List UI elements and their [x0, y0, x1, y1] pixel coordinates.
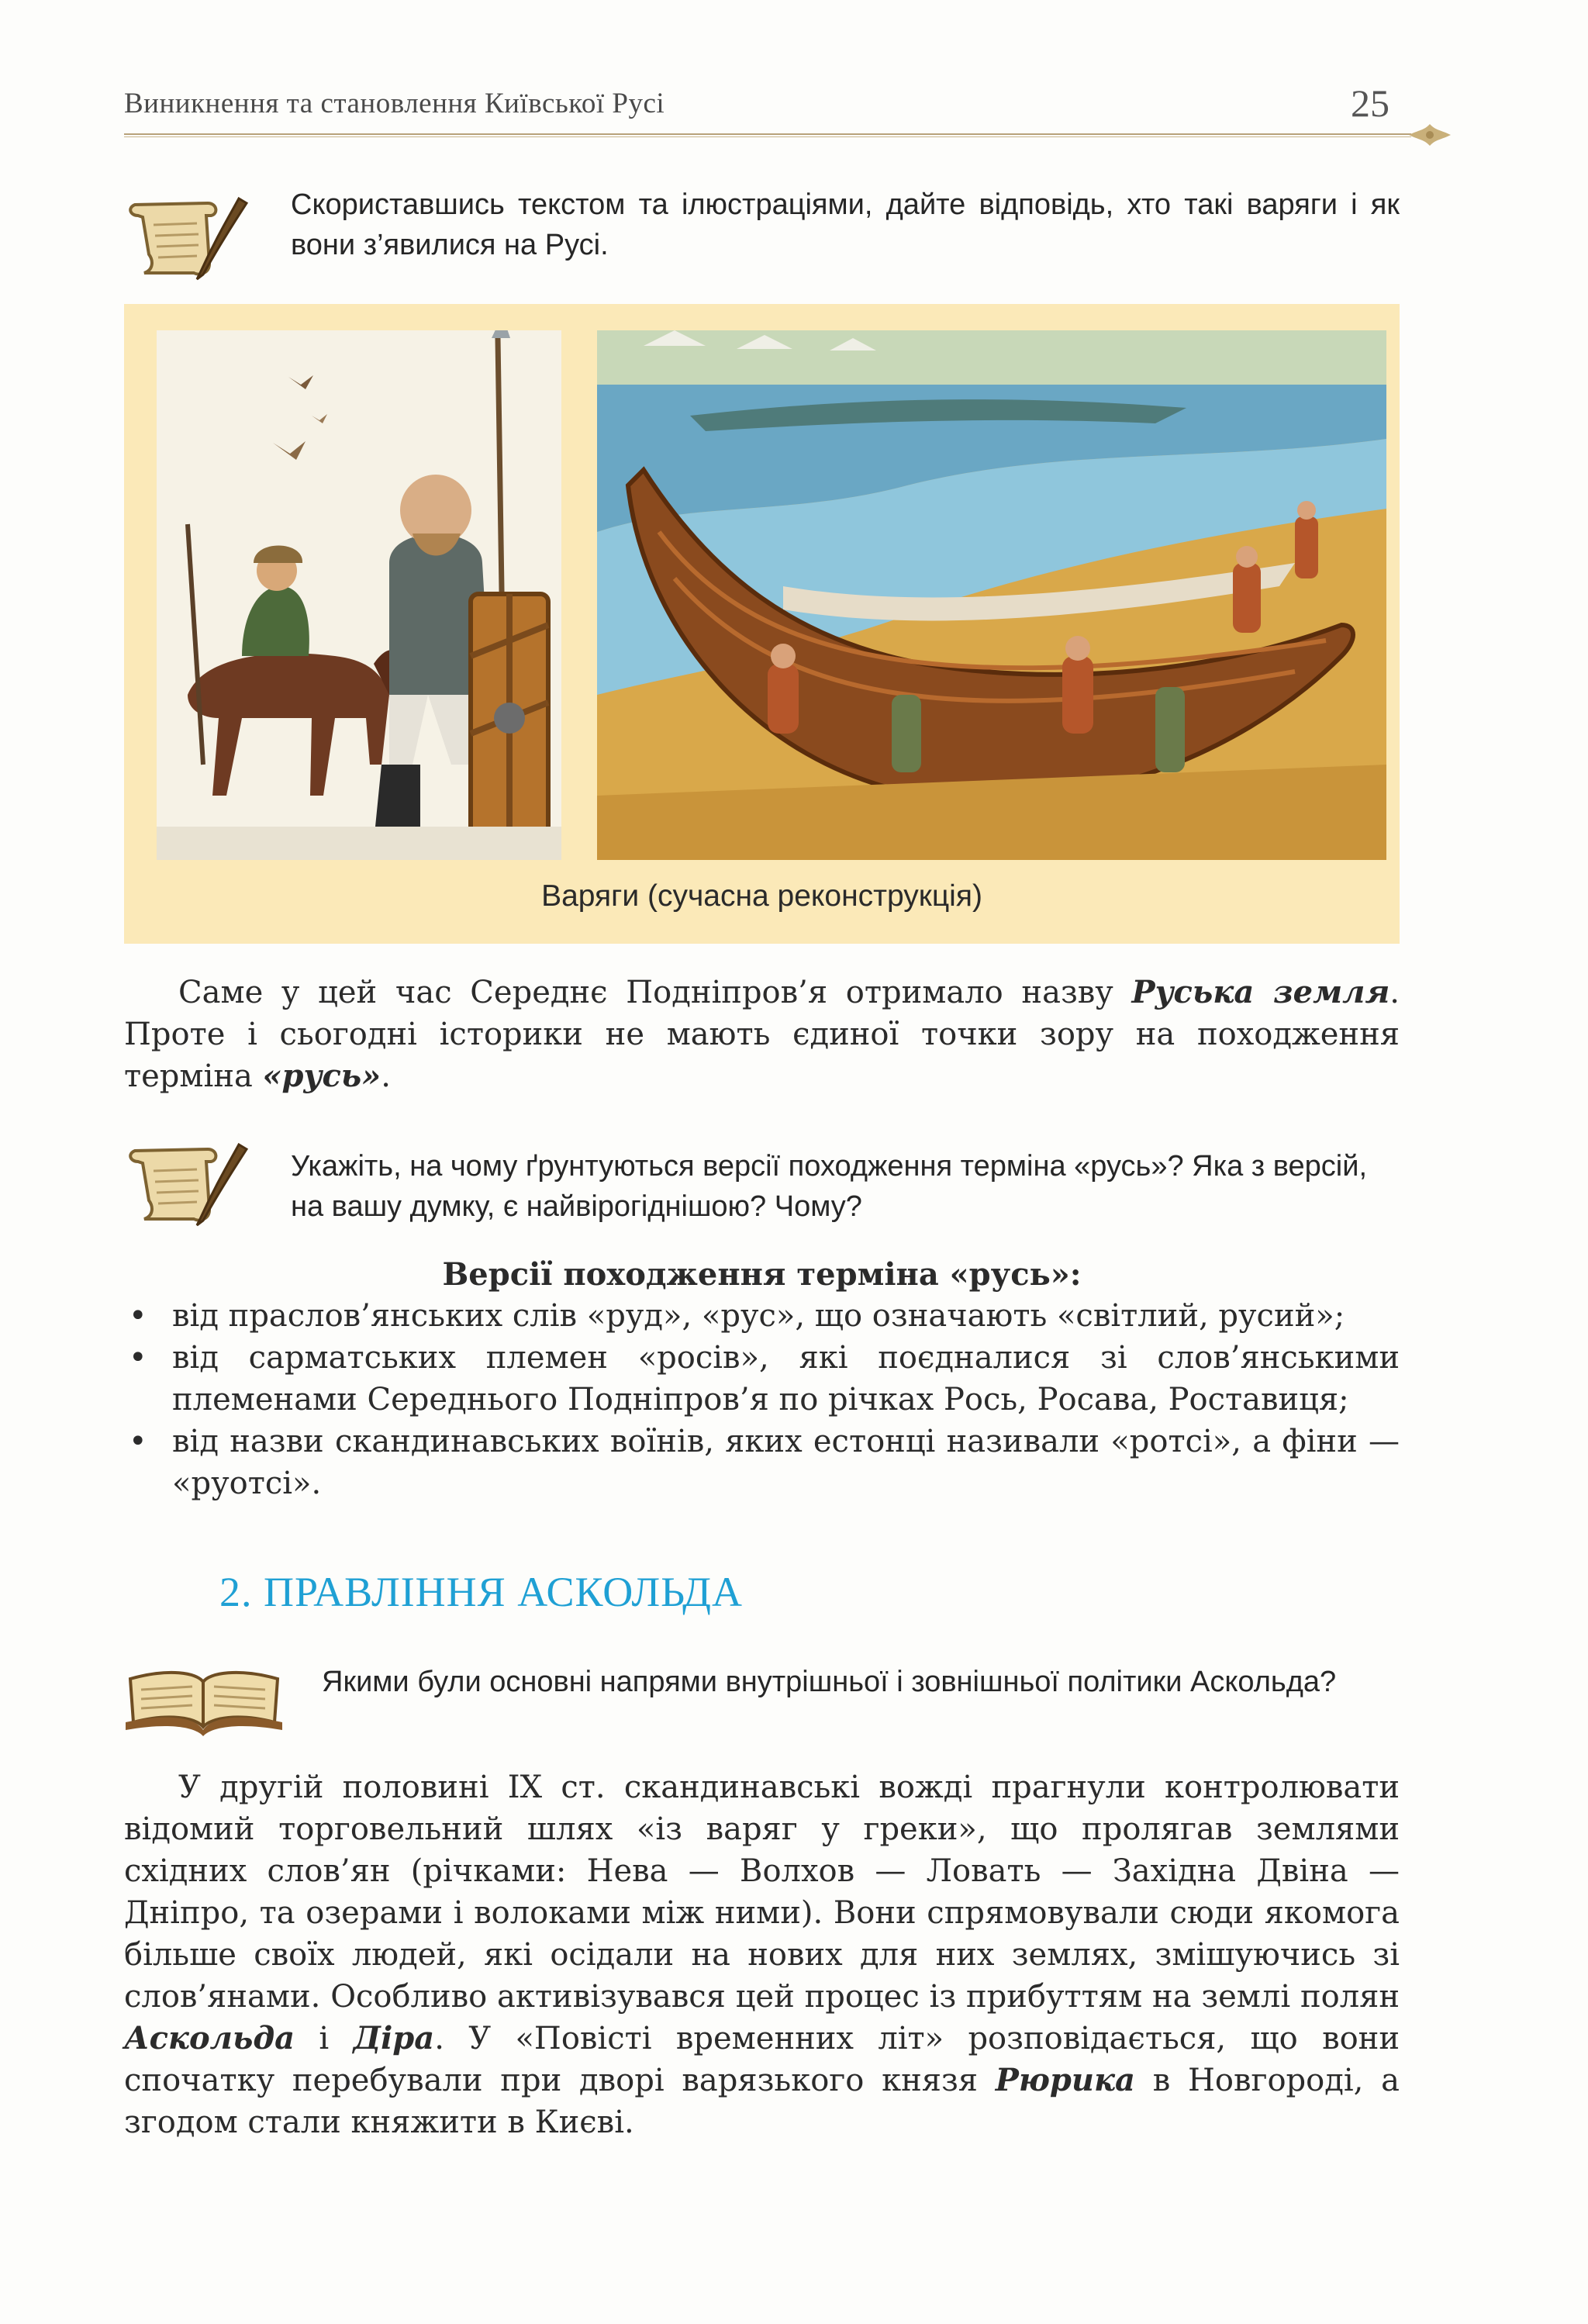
term-rus: «русь»: [262, 1058, 381, 1094]
bullet-icon: •: [129, 1424, 147, 1459]
bullet-icon: •: [129, 1340, 147, 1376]
paragraph-rus-land: Саме у цей час Середнє Подніпров’я отримало назву Руська земля. Проте і сьогодні історики не мають єдиної точки зору на походження терміна «русь».: [124, 974, 1400, 1094]
list-item: • від сарматських племен «росів», які поєдналися зі слов’янськими племенами Середнього Подніпров’я по річках Рось, Росава, Роставиця;: [124, 1337, 1400, 1421]
illustration-figure: [124, 304, 1400, 944]
section-heading: 2. ПРАВЛІННЯ АСКОЛЬДА: [219, 1569, 744, 1615]
versions-title: Версії походження терміна «русь»:: [442, 1256, 1082, 1293]
figure-caption: Варяги (сучасна реконструкція): [541, 879, 982, 913]
page-number: 25: [1351, 81, 1390, 125]
task-prompt-2: Укажіть, на чому ґрунтуються версії походження терміна «русь»? Яка з версій, на вашу думку, є найвірогіднішою? Чому?: [291, 1150, 1368, 1223]
list-item: • від праслов’янських слів «руд», «рус», що означають «світлий, русий»;: [124, 1295, 1400, 1337]
scroll-quill-icon: [123, 192, 254, 284]
task-prompt-1: Скориставшись текстом та ілюстраціями, дайте відповідь, хто такі варяги і як вони з’явилися на Русі.: [291, 188, 1400, 261]
varangian-warriors-illustration: [157, 330, 561, 860]
bullet-icon: •: [129, 1298, 147, 1334]
header-rule: [124, 133, 1411, 137]
term-ruska-zemlia: Руська земля: [1131, 974, 1390, 1010]
running-head: Виникнення та становлення Київської Русі: [124, 88, 665, 119]
scroll-quill-icon: [123, 1138, 254, 1230]
list-item: • від назви скандинавських воїнів, яких естонці називали «ротсі», а фіни — «руотсі».: [124, 1421, 1400, 1504]
viking-boats-illustration: [597, 330, 1386, 860]
paragraph-askold: У другій половині IX ст. скандинавські вожді прагнули контролювати відомий торговельний шлях «із варяг у греки», що пролягав землями східних слов’ян (річками: Нева — Волхов — Ловать — Західна Двіна — Дніпро, та озерами і волоками між ними). Вони спрямовували сюди якомога більше своїх людей, які осідали на нових для них землях, змішуючись зі слов’янами. Особливо активізувався цей процес із прибуттям на землі полян Аскольда і Діра. У «Повісті временних літ» розповідається, що вони спочатку перебували при дворі варязького князя Рюрика в Новгороді, а згодом стали княжити в Києві.: [124, 1770, 1400, 2140]
versions-list: [124, 1295, 1400, 1504]
name-askold: Аскольда: [124, 2020, 295, 2056]
ornament-icon: [1407, 121, 1452, 149]
question-prompt: Якими були основні напрями внутрішньої і зовнішньої політики Аскольда?: [322, 1666, 1337, 1698]
name-dir: Діра: [353, 2020, 435, 2056]
name-riuryk: Рюрика: [995, 2062, 1135, 2098]
open-book-icon: [123, 1656, 285, 1739]
